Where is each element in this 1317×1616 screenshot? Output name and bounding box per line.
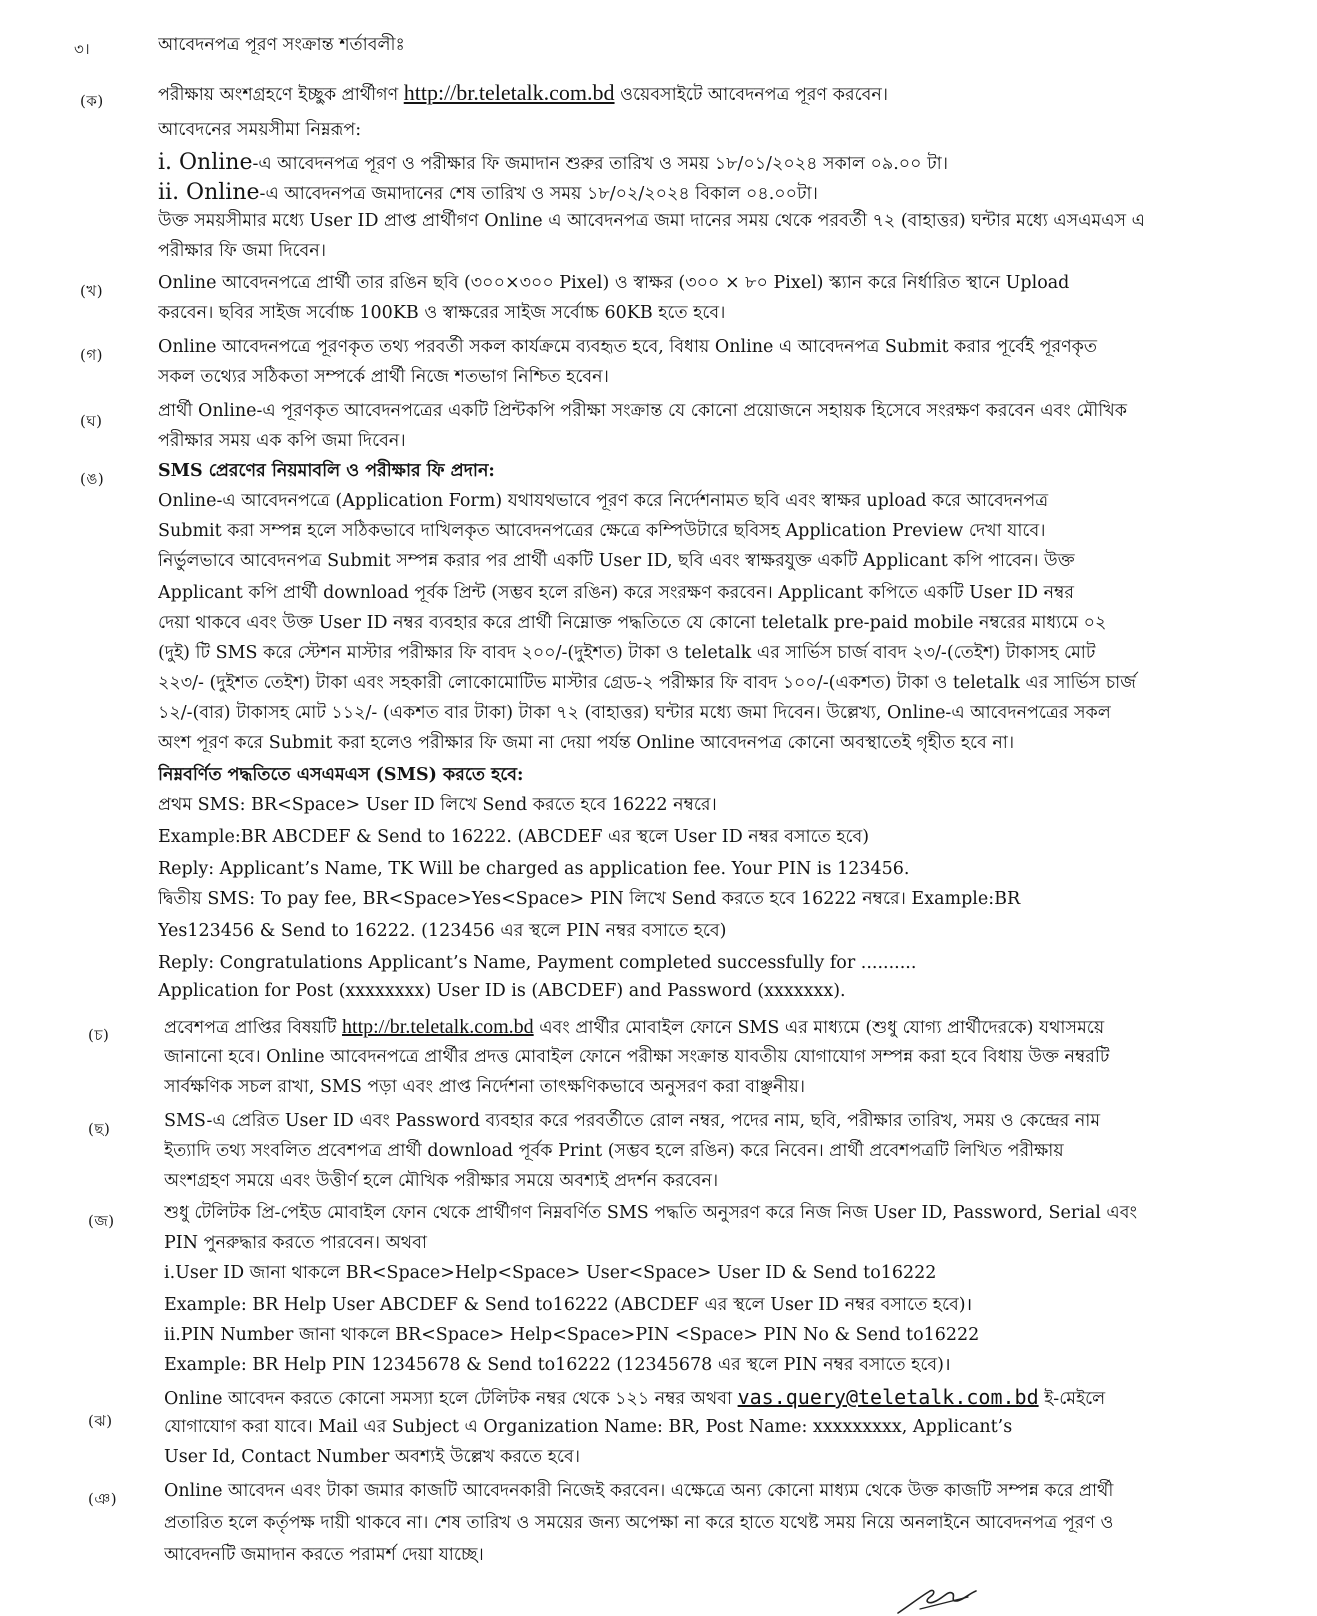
clause-umo-line-8: ১২/-(বার) টাকাসহ মোট ১১২/- (একশত বার টাকা) টাকা ৭২ (বাহাত্তর) ঘন্টার মধ্যে জমা দিবেন। উল্লেখ্য, Online-এ আবেদনপত্রের সকল <box>158 703 1111 723</box>
item-i-text: -এ আবেদনপত্র পূরণ ও পরীক্ষার ফি জমাদান শুরুর তারিখ ও সময় ১৮/০১/২০২৪ সকাল ০৯.০০ টা। <box>252 154 948 174</box>
clause-gha-label: (ঘ) <box>80 412 103 430</box>
clause-chha-line-2: ইত্যাদি তথ্য সংবলিত প্রবেশপত্র প্রার্থী download পূর্বক Print (সম্ভব হলে রঙিন) করে নিবেন। প্রার্থী প্রবেশপত্রটি লিখিত পরীক্ষায় <box>164 1141 1064 1161</box>
clause-kha-label: (খ) <box>80 282 104 300</box>
clause-ka-line-5: উক্ত সময়সীমার মধ্যে User ID প্রাপ্ত প্রার্থীগণ Online এ আবেদনপত্র জমা দানের সময় থেকে পরবর্তী ৭২ (বাহাত্তর) ঘন্টার মধ্যে এসএমএস এ <box>158 211 1145 231</box>
clause-cha-line-3: সার্বক্ষণিক সচল রাখা, SMS পড়া এবং প্রাপ্ত নির্দেশনা তাৎক্ষণিকভাবে অনুসরণ করা বাঞ্ছনীয়। <box>164 1077 806 1097</box>
clause-umo-line-6: (দুই) টি SMS করে স্টেশন মাস্টার পরীক্ষার ফি বাবদ ২০০/-(দুইশত) টাকা ও teletalk এর সার্ভিস চার্জ বাবদ ২৩/-(তেইশ) টাকাসহ মোট <box>158 643 1096 663</box>
clause-nya-line-1: Online আবেদন এবং টাকা জমার কাজটি আবেদনকারী নিজেই করবেন। এক্ষেত্রে অন্য কোনো মাধ্যম থেকে উক্ত কাজটি সম্পন্ন করে প্রার্থী <box>164 1481 1114 1501</box>
clause-jha-line-1 <box>164 1382 1269 1414</box>
clause-ja-line-2: PIN পুনরুদ্ধার করতে পারবেন। অথবা <box>164 1233 427 1253</box>
clause-cha-line-1 <box>164 1012 1269 1043</box>
section-number: ৩। <box>74 40 91 58</box>
item-i-online: i. Online <box>158 150 253 175</box>
clause-ka-text: পরীক্ষায় অংশগ্রহণে ইচ্ছুক প্রার্থীগণ <box>158 85 404 105</box>
clause-ka-label: (ক) <box>80 92 104 110</box>
clause-ka-line-1 <box>158 78 1269 110</box>
clause-umo-line-4: Applicant কপি প্রার্থী download পূর্বক প্রিন্ট (সম্ভব হলে রঙিন) করে সংরক্ষণ করবেন। Applicant কপিতে একটি User ID নম্বর <box>158 583 1075 603</box>
clause-gha-line-2: পরীক্ষার সময় এক কপি জমা দিবেন। <box>158 431 406 451</box>
clause-ga-line-1: Online আবেদনপত্রে পূরণকৃত তথ্য পরবর্তী সকল কার্যক্রমে ব্যবহৃত হবে, বিধায় Online এ আবেদনপত্র Submit করার পূর্বেই পূরণকৃত <box>158 337 1098 357</box>
sms-second-reply: Reply: Congratulations Applicant’s Name, Payment completed successfully for .......... <box>158 953 917 973</box>
clause-ja-line-4: Example: BR Help User ABCDEF & Send to16222 (ABCDEF এর স্থলে User ID নম্বর বসাতে হবে)। <box>164 1295 973 1315</box>
sms-second-reply-cont: Application for Post (xxxxxxxx) User ID is (ABCDEF) and Password (xxxxxxx). <box>158 981 846 1001</box>
clause-umo-label: (ঙ) <box>80 470 105 488</box>
clause-nya-label: (ঞ) <box>88 1490 118 1508</box>
clause-ka-line-4 <box>158 178 1269 209</box>
clause-chha-label: (ছ) <box>88 1120 111 1138</box>
clause-cha-text-end: এবং প্রার্থীর মোবাইল ফোনে SMS এর মাধ্যমে (শুধু যোগ্য প্রার্থীদেরকে) যথাসময়ে <box>533 1018 1105 1038</box>
sms-first-example: Example:BR ABCDEF & Send to 16222. (ABCDEF এর স্থলে User ID নম্বর বসাতে হবে) <box>158 827 870 847</box>
clause-ja-line-3: i.User ID জানা থাকলে BR<Space>Help<Space> User<Space> User ID & Send to16222 <box>164 1263 937 1283</box>
sms-second-instruction: দ্বিতীয় SMS: To pay fee, BR<Space>Yes<Space> PIN লিখে Send করতে হবে 16222 নম্বরে। Example:BR <box>158 889 1021 909</box>
clause-ka-line-6: পরীক্ষার ফি জমা দিবেন। <box>158 241 326 261</box>
clause-umo-line-2: Submit করা সম্পন্ন হলে সঠিকভাবে দাখিলকৃত আবেদনপত্রের ক্ষেত্রে কম্পিউটারে ছবিসহ Application Preview দেখা যাবে। <box>158 521 1046 541</box>
item-ii-text: -এ আবেদনপত্র জমাদানের শেষ তারিখ ও সময় ১৮/০২/২০২৪ বিকাল ০৪.০০টা। <box>259 184 818 204</box>
clause-jha-line-2: যোগাযোগ করা যাবে। Mail এর Subject এ Organization Name: BR, Post Name: xxxxxxxxx, Applicant’s <box>164 1417 1013 1437</box>
clause-ga-label: (গ) <box>80 346 104 364</box>
clause-chha-line-3: অংশগ্রহণ সময়ে এবং উত্তীর্ণ হলে মৌখিক পরীক্ষার সময়ে অবশ্যই প্রদর্শন করবেন। <box>164 1171 719 1191</box>
clause-cha-line-2: জানানো হবে। Online আবেদনপত্রে প্রার্থীর প্রদত্ত মোবাইল ফোনে পরীক্ষা সংক্রান্ত যাবতীয় যোগাযোগ সম্পন্ন করা হবে বিধায় উক্ত নম্বরটি <box>164 1047 1110 1067</box>
sms-second-example: Yes123456 & Send to 16222. (123456 এর স্থলে PIN নম্বর বসাতে হবে) <box>158 921 727 941</box>
clause-jha-text-end: ই-মেইলে <box>1038 1389 1106 1409</box>
clause-ka-text-end: ওয়েবসাইটে আবেদনপত্র পূরণ করবেন। <box>614 85 889 105</box>
clause-gha-line-1: প্রার্থী Online-এ পূরণকৃত আবেদনপত্রের একটি প্রিন্টকপি পরীক্ষা সংক্রান্ত যে কোনো প্রয়োজনে সহায়ক হিসেবে সংরক্ষণ করবেন এবং মৌখিক <box>158 401 1127 421</box>
item-ii-online: ii. Online <box>158 180 260 205</box>
clause-ja-line-6: Example: BR Help PIN 12345678 & Send to16222 (12345678 এর স্থলে PIN নম্বর বসাতে হবে)। <box>164 1355 951 1375</box>
section-heading: আবেদনপত্র পূরণ সংক্রান্ত শর্তাবলীঃ <box>158 35 405 55</box>
clause-kha-line-1: Online আবেদনপত্রে প্রার্থী তার রঙিন ছবি (৩০০×৩০০ Pixel) ও স্বাক্ষর (৩০০ × ৮০ Pixel) স্ক্যান করে নির্ধারিত স্থানে Upload <box>158 273 1070 293</box>
clause-jha-label: (ঝ) <box>88 1412 113 1430</box>
clause-umo-line-9: অংশ পূরণ করে Submit করা হলেও পরীক্ষার ফি জমা না দেয়া পর্যন্ত Online আবেদনপত্র কোনো অবস্থাতেই গৃহীত হবে না। <box>158 733 1015 753</box>
clause-nya-line-2: প্রতারিত হলে কর্তৃপক্ষ দায়ী থাকবে না। শেষ তারিখ ও সময়ের জন্য অপেক্ষা না করে হাতে যথেষ্ট সময় নিয়ে অনলাইনে আবেদনপত্র পূরণ ও <box>164 1513 1114 1533</box>
clause-umo-line-3: নির্ভুলভাবে আবেদনপত্র Submit সম্পন্ন করার পর প্রার্থী একটি User ID, ছবি এবং স্বাক্ষরযুক্ত একটি Applicant কপি পাবেন। উক্ত <box>158 551 1075 571</box>
clause-umo-line-1: Online-এ আবেদনপত্রে (Application Form) যথাযথভাবে পূরণ করে নির্দেশনামত ছবি এবং স্বাক্ষর upload করে আবেদনপত্র <box>158 491 1049 511</box>
clause-ja-line-5: ii.PIN Number জানা থাকলে BR<Space> Help<Space>PIN <Space> PIN No & Send to16222 <box>164 1325 980 1345</box>
clause-jha-line-3: User Id, Contact Number অবশ্যই উল্লেখ করতে হবে। <box>164 1447 580 1467</box>
clause-ja-line-1: শুধু টেলিটক প্রি-পেইড মোবাইল ফোন থেকে প্রার্থীগণ নিম্নবর্ণিত SMS পদ্ধতি অনুসরণ করে নিজ নিজ User ID, Password, Serial এবং <box>164 1203 1138 1223</box>
clause-cha-text: প্রবেশপত্র প্রাপ্তির বিষয়টি <box>164 1018 343 1038</box>
clause-umo-line-7: ২২৩/- (দুইশত তেইশ) টাকা এবং সহকারী লোকোমোটিভ মাস্টার গ্রেড-২ পরীক্ষার ফি বাবদ ১০০/-(একশত) টাকা ও teletalk এর সার্ভিস চার্জ <box>158 673 1136 693</box>
clause-ka-line-2: আবেদনের সময়সীমা নিম্নরূপ: <box>158 120 362 140</box>
signature-mark <box>890 1583 980 1616</box>
clause-umo-title: SMS প্রেরণের নিয়মাবলি ও পরীক্ষার ফি প্রদান: <box>158 461 495 481</box>
clause-chha-line-1: SMS-এ প্রেরিত User ID এবং Password ব্যবহার করে পরবর্তীতে রোল নম্বর, পদের নাম, ছবি, পরীক্ষার তারিখ, সময় ও কেন্দ্রের নাম <box>164 1111 1101 1131</box>
support-email-link[interactable]: vas.query@teletalk.com.bd <box>737 1385 1039 1409</box>
clause-ja-label: (জ) <box>88 1212 115 1230</box>
sms-method-subheading: নিম্নবর্ণিত পদ্ধতিতে এসএমএস (SMS) করতে হবে: <box>158 765 524 785</box>
clause-ga-line-2: সকল তথ্যের সঠিকতা সম্পর্কে প্রার্থী নিজে শতভাগ নিশ্চিত হবেন। <box>158 367 609 387</box>
clause-nya-line-3: আবেদনটি জমাদান করতে পরামর্শ দেয়া যাচ্ছে। <box>164 1545 484 1565</box>
clause-ka-line-3 <box>158 148 1269 179</box>
sms-first-reply: Reply: Applicant’s Name, TK Will be charged as application fee. Your PIN is 123456. <box>158 859 910 879</box>
sms-first-instruction: প্রথম SMS: BR<Space> User ID লিখে Send করতে হবে 16222 নম্বরে। <box>158 795 717 815</box>
clause-cha-label: (চ) <box>88 1026 110 1044</box>
clause-jha-text: Online আবেদন করতে কোনো সমস্যা হলে টেলিটক নম্বর থেকে ১২১ নম্বর অথবা <box>164 1389 738 1409</box>
clause-kha-line-2: করবেন। ছবির সাইজ সর্বোচ্চ 100KB ও স্বাক্ষরের সাইজ সর্বোচ্চ 60KB হতে হবে। <box>158 303 726 323</box>
clause-umo-line-5: দেয়া থাকবে এবং উক্ত User ID নম্বর ব্যবহার করে প্রার্থী নিম্নোক্ত পদ্ধতিতে যে কোনো teletalk pre-paid mobile নম্বরের মাধ্যমে ০২ <box>158 613 1107 633</box>
teletalk-website-link[interactable]: http://br.teletalk.com.bd <box>403 80 615 105</box>
teletalk-admit-link[interactable]: http://br.teletalk.com.bd <box>342 1016 534 1038</box>
